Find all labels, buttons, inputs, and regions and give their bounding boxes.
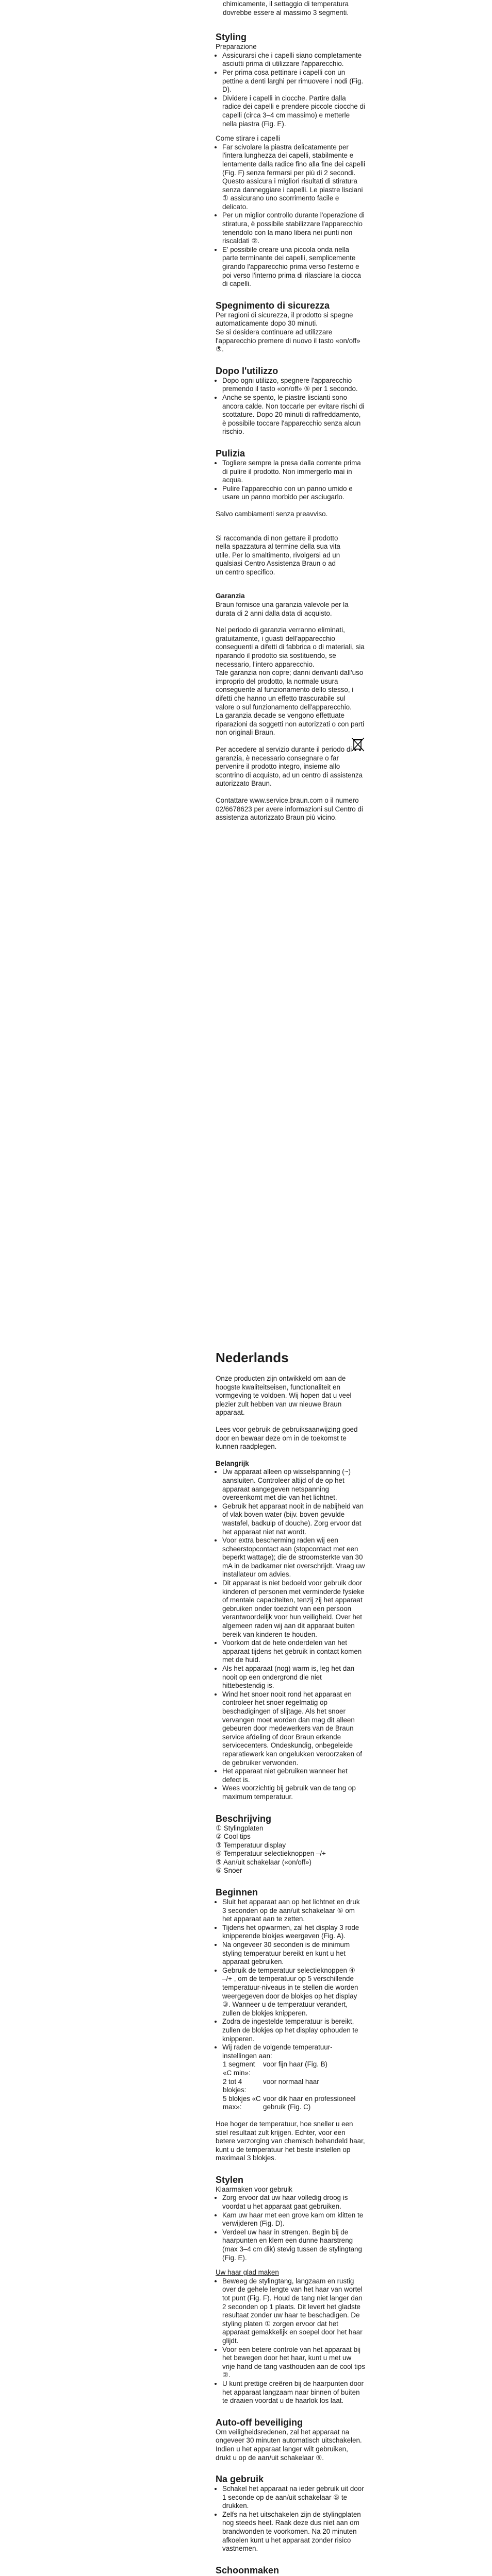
bullet-list <box>216 1898 365 2060</box>
list-item: • Beweeg de stylingtang, langzaam en rustig over de gehele lengte van het haar van wortel tot punt (Fig. F). Houd de tang niet langer dan 2 seconden op 1 plaats. Dit levert het gladste resultaat zonder uw haar te beschadigen. De styling platen ① zorgen ervoor dat het apparaat gemakkelijk en soepel door het haar glijdt. <box>222 2277 365 2346</box>
list-item: • Kam uw haar met een grove kam om klitten te verwijderen (Fig. D). <box>222 2211 365 2228</box>
list-item: • Zorg ervoor dat uw haar volledig droog is voordat u het apparaat gaat gebruiken. <box>222 2194 365 2211</box>
bullet-list <box>216 2485 365 2553</box>
bullet-list <box>216 2194 365 2262</box>
list-item: • Assicurarsi che i capelli siano completamente asciutti prima di utilizzare l'apparecchio. <box>222 52 365 69</box>
paragraph: Braun fornisce una garanzia valevole per la durata di 2 anni dalla data di acquisto. <box>216 601 349 617</box>
list-item: • Wees voorzichtig bij gebruik van de tang op maximum temperatuur. <box>222 1784 365 1801</box>
disposal-text: Si raccomanda di non gettare il prodotto nella spazzatura al termine della sua vita utile. Per lo smaltimento, rivolgersi ad un qualsiasi Centro Assistenza Braun o ad un centro specifico. <box>216 534 340 576</box>
list-item: • Per un miglior controllo durante l'operazione di stiratura, è possibile stabilizzare l'apparecchio tenendolo con la mano libera nei punti non riscaldati ②. <box>222 211 365 245</box>
list-item: • Per prima cosa pettinare i capelli con un pettine a denti larghi per rimuovere i nodi (Fig. D). <box>222 69 365 94</box>
list-item: • Gebruik de temperatuur selectieknoppen ④ –/+ , om de temperatuur op 5 verschillende temperatuur-niveaus in te stellen die worden weergegeven door de blokjes op het display ③. Wanneer u de temperatuur verandert, zullen de blokjes knipperen. <box>222 1967 365 2018</box>
subsection-title: Come stirare i capelli <box>216 134 281 143</box>
legend-item: ① Stylingplaten <box>216 1824 264 1832</box>
list-item: • Anche se spento, le piastre liscianti sono ancora calde. Non toccarle per evitare rischi di scottature. Dopo 20 minuti di raffreddamento, è possibile toccare l'apparecchio senza alcun rischio. <box>222 394 365 436</box>
subsection-title: Klaarmaken voor gebruik <box>216 2185 292 2193</box>
list-item: • Na ongeveer 30 seconden is de minimum styling temperatuur bereikt en kunt u het apparaat gebruiken. <box>222 1941 365 1967</box>
italian-section <box>216 0 365 822</box>
bullet-list <box>216 52 365 128</box>
list-item: • E' possibile creare una piccola onda nella parte terminante dei capelli, semplicemente girando l'apparecchio prima verso l'esterno e poi verso l'interno prima di rilasciare la ciocca di capelli. <box>222 246 365 289</box>
bullet-list <box>216 377 365 436</box>
list-item: • Zelfs na het uitschakelen zijn de stylingplaten nog steeds heet. Raak deze dus niet aan om brandwonden te voorkomen. Na 20 minuten afkoelen kunt u het apparaat zonder risico vastnemen. <box>222 2511 365 2553</box>
list-item: • Pulire l'apparecchio con un panno umido e usare un panno morbido per asciugarlo. <box>222 485 365 502</box>
list-item: • Zodra de ingestelde temperatuur is bereikt, zullen de blokjes op het display ophouden te knipperen. <box>222 2018 365 2043</box>
section-title: Spegnimento di sicurezza <box>216 300 330 311</box>
paragraph: Contattare www.service.braun.com o il numero 02/6678623 per avere informazioni sul Centro di assistenza autorizzato Braun più vicino. <box>216 796 363 822</box>
list-item: • Het apparaat niet gebruiken wanneer het defect is. <box>222 1767 365 1784</box>
list-item: • Dopo ogni utilizzo, spegnere l'apparecchio premendo il tasto «on/off» ⑤ per 1 secondo. <box>222 377 365 394</box>
section-title: Schoonmaken <box>216 2565 280 2575</box>
list-item: • Voor een betere controle van het apparaat bij het bewegen door het haar, kunt u met uw vrije hand de tang vasthouden aan de cool tips ②. <box>222 2346 365 2380</box>
list-item: • Wij raden de volgende temperatuur-instellingen aan: <box>222 2043 365 2060</box>
paragraph: Lees voor gebruik de gebruiksaanwijzing goed door en bewaar deze om in de toekomst te kunnen raadplegen. <box>216 1425 358 1451</box>
legend-item: ③ Temperatuur display <box>216 1841 286 1849</box>
legend-item: ④ Temperatuur selectieknoppen –/+ <box>216 1850 326 1858</box>
list-item: • Sluit het apparaat aan op het lichtnet en druk 3 seconden op de aan/uit schakelaar ⑤ om het apparaat aan te zetten. <box>222 1898 365 1924</box>
paragraph: Om veiligheidsredenen, zal het apparaat na ongeveer 30 minuten automatisch uitschakelen. Indien u het apparaat langer wilt gebruiken, drukt u op de aan/uit schakelaar ⑤. <box>216 2428 362 2462</box>
paragraph: Per ragioni di sicurezza, il prodotto si spegne automaticamente dopo 30 minuti. <box>216 311 353 328</box>
bullet-list <box>216 143 365 289</box>
language-title: Nederlands <box>216 1350 289 1365</box>
temp-label: 2 tot 4 blokjes: <box>223 2077 247 2094</box>
paragraph: Per accedere al servizio durante il periodo di garanzia, è necessario consegnare o far pervenire il prodotto integro, insieme allo scontrino di acquisto, ad un centro di assistenza autorizzato Braun. <box>216 745 363 788</box>
paragraph: Se si desidera continuare ad utilizzare l'apparecchio premere di nuovo il tasto «on/off» ⑤. <box>216 328 360 353</box>
crossed-out-bin-icon <box>351 737 365 752</box>
subsection-title: Belangrijk <box>216 1459 249 1467</box>
list-item: • Schakel het apparaat na ieder gebruik uit door 1 seconde op de aan/uit schakelaar ⑤ te drukken. <box>222 2485 365 2511</box>
bullet-list <box>216 1468 365 1801</box>
section-title: Na gebruik <box>216 2474 264 2485</box>
paragraph: La garanzia decade se vengono effettuate riparazioni da soggetti non autorizzati o con parti non originali Braun. <box>216 711 365 737</box>
section-title: Beginnen <box>216 1887 258 1898</box>
dutch-section <box>216 1350 365 2576</box>
paragraph: Salvo cambiamenti senza preavviso. <box>216 510 328 518</box>
temp-value: voor dik haar en professioneel gebruik (Fig. C) <box>263 2094 356 2111</box>
section-title: Beschrijving <box>216 1813 272 1824</box>
list-item: • Tijdens het opwarmen, zal het display 3 rode knipperende blokjes weergeven (Fig. A). <box>222 1924 365 1941</box>
intro-tail: chimicamente, il settaggio di temperatura dovrebbe essere al massimo 3 segmenti. <box>223 0 349 16</box>
list-item: • Gebruik het apparaat nooit in de nabijheid van of vlak boven water (bijv. boven gevulde wastafel, badkuip of douche). Zorg ervoor dat het apparaat niet nat wordt. <box>222 1502 365 1536</box>
list-item: • Dit apparaat is niet bedoeld voor gebruik door kinderen of personen met verminderde fysieke of mentale capaciteiten, tenzij zij het apparaat gebruiken onder toezicht van een persoon verantwoordelijk voor hun veiligheid. Over het algemeen raden wij aan dit apparaat buiten bereik van kinderen te houden. <box>222 1579 365 1639</box>
list-item: • Far scivolare la piastra delicatamente per l'intera lunghezza dei capelli, stabilmente e lentamente dalla radice fino alla fine dei capelli (Fig. F) senza fermarsi per più di 2 secondi. Questo assicura i migliori risultati di stiratura senza danneggiare i capelli. Le piastre lisciani ① assicurano uno scorrimento facile e delicato. <box>222 143 365 212</box>
paragraph: Hoe hoger de temperatuur, hoe sneller u een stiel resultaat zult krijgen. Echter, voor een betere verzorging van chemisch behandeld haar, kunt u de temperatuur het beste instellen op maximaal 3 blokjes. <box>216 2120 365 2162</box>
parts-legend <box>216 1824 365 1876</box>
bullet-list <box>216 2277 365 2405</box>
section-title: Dopo l'utilizzo <box>216 365 278 376</box>
section-title: Auto-off beveiliging <box>216 2417 303 2428</box>
list-item: • Wind het snoer nooit rond het apparaat en controleer het snoer regelmatig op beschadigingen of slijtage. Als het snoer vervangen moet worden dan mag dit alleen gebeuren door medewerkers van de Braun service afdeling of door Braun erkende servicecenters. Ondeskundig, onbegeleide reparatiewerk kan ongelukken veroorzaken of de gebruiker verwonden. <box>222 1690 365 1767</box>
list-item: • Voorkom dat de hete onderdelen van het apparaat tijdens het gebruik in contact komen met de huid. <box>222 1639 365 1665</box>
legend-item: ⑥ Snoer <box>216 1867 242 1875</box>
temperature-table <box>216 2060 365 2112</box>
temp-value: voor normaal haar <box>263 2077 319 2086</box>
section-title: Pulizia <box>216 448 245 459</box>
list-item: • Als het apparaat (nog) warm is, leg het dan nooit op een ondergrond die niet hittebestendig is. <box>222 1665 365 1690</box>
temp-label: 5 blokjes «C max»: <box>223 2094 261 2111</box>
temp-value: voor fijn haar (Fig. B) <box>263 2060 328 2069</box>
subsection-title: Preparazione <box>216 43 257 51</box>
subsection-title: Uw haar glad maken <box>216 2268 279 2277</box>
list-item: • Togliere sempre la presa dalla corrente prima di pulire il prodotto. Non immergerlo mai in acqua. <box>222 459 365 485</box>
paragraph: Onze producten zijn ontwikkeld om aan de hoogste kwaliteitseisen, functionaliteit en vormgeving te voldoen. Wij hopen dat u veel plezier zult hebben van uw nieuwe Braun apparaat. <box>216 1375 352 1417</box>
paragraph: Nel periodo di garanzia verranno eliminati, gratuitamente, i guasti dell'apparecchio conseguenti a difetti di fabbrica o di materiali, sia riparando il prodotto sia sostituendo, se necessario, l'intero apparecchio. <box>216 626 365 668</box>
legend-item: ⑤ Aan/uit schakelaar («on/off») <box>216 1858 311 1866</box>
bullet-list <box>216 459 365 502</box>
section-title: Styling <box>216 32 247 43</box>
list-item: • Verdeel uw haar in strengen. Begin bij de haarpunten en klem een dunne haarstreng (max 3–4 cm dik) stevig tussen de stylingtang (Fig. E). <box>222 2228 365 2262</box>
temp-label: 1 segment «C min»: <box>223 2060 255 2077</box>
paragraph: Tale garanzia non copre; danni derivanti dall'uso improprio del prodotto, la normale usura conseguente al funzionamento dello stesso, i difetti che hanno un effetto trascurabile sul valore o sul funzionamento dell'apparecchio. <box>216 669 364 711</box>
list-item: • Uw apparaat alleen op wisselspanning (~) aansluiten. Controleer altijd of de op het apparaat aangegeven netspanning overeenkomt met die van het lichtnet. <box>222 1468 365 1502</box>
list-item: • Dividere i capelli in ciocche. Partire dalla radice dei capelli e prendere piccole ciocche di capelli (circa 3–4 cm massimo) e metterle nella piastra (Fig. E). <box>222 94 365 128</box>
list-item: • U kunt prettige creëren bij de haarpunten door het apparaat langzaam naar binnen of buiten te draaien voordat u de haarlok los laat. <box>222 2380 365 2405</box>
section-title: Stylen <box>216 2174 244 2185</box>
list-item: • Voor extra bescherming raden wij een scheerstopcontact aan (stopcontact met een beperkt wattage); die de stroomsterkte van 30 mA in de badkamer niet overschrijdt. Vraag uw installateur om advies. <box>222 1536 365 1579</box>
warranty-title: Garanzia <box>216 592 245 600</box>
legend-item: ② Cool tips <box>216 1833 251 1841</box>
